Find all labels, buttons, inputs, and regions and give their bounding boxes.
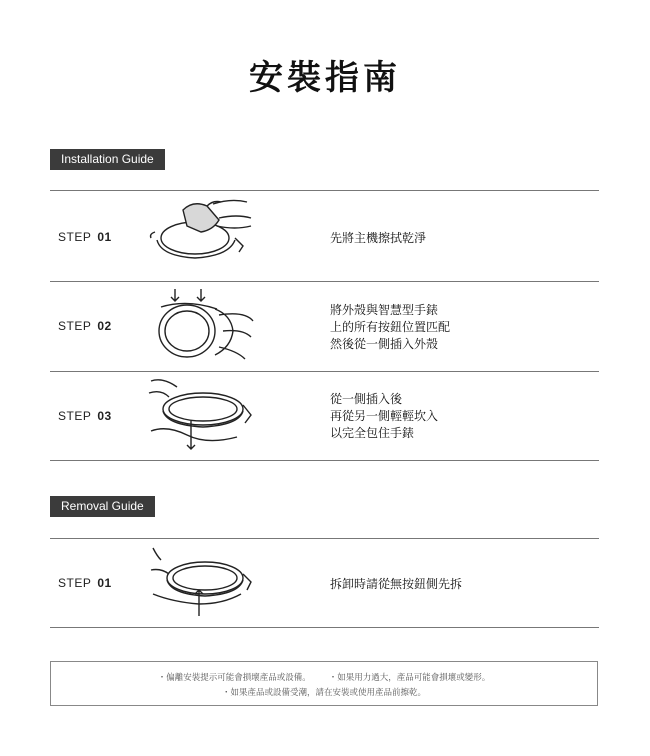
description-line: 從一側插入後 <box>330 392 403 406</box>
description-line: 以完全包住手錶 <box>330 426 415 440</box>
note-line: ・如果產品或設備受潮，請在安裝或使用產品前擦乾。 <box>221 688 426 698</box>
removal-guide-label: Removal Guide <box>50 496 155 517</box>
install-step-3-description <box>330 391 590 442</box>
caution-notes <box>50 661 598 706</box>
divider <box>50 538 599 539</box>
step-word: STEP <box>58 576 92 590</box>
divider <box>50 371 599 372</box>
page-title: 安裝指南 <box>249 58 401 98</box>
note-line: ・如果用力過大，產品可能會損壞或變形。 <box>328 673 491 683</box>
step-word: STEP <box>58 319 92 333</box>
install-step-2-description <box>330 302 590 353</box>
step-number: 01 <box>97 230 112 244</box>
description-line: 將外殼與智慧型手錶 <box>330 303 439 317</box>
divider <box>50 627 599 628</box>
install-step-1-label <box>58 230 112 244</box>
step-number: 02 <box>97 319 112 333</box>
description-line: 然後從一側插入外殼 <box>330 337 439 351</box>
step-number: 03 <box>97 409 112 423</box>
align-case-illustration <box>147 285 257 365</box>
install-step-3-label <box>58 409 112 423</box>
description-line: 拆卸時請從無按鈕側先拆 <box>330 577 463 591</box>
description-line: 再從另一側輕輕坎入 <box>330 409 439 423</box>
divider <box>50 281 599 282</box>
install-step-1-description <box>330 230 590 247</box>
note-line: ・偏離安裝提示可能會損壞產品或設備。 <box>157 673 311 683</box>
description-line: 上的所有按鈕位置匹配 <box>330 320 451 334</box>
remove-case-illustration <box>147 542 257 622</box>
installation-guide-label: Installation Guide <box>50 149 165 170</box>
press-case-illustration <box>147 375 257 455</box>
step-number: 01 <box>97 576 112 590</box>
description-line: 先將主機擦拭乾淨 <box>330 231 427 245</box>
wipe-watch-illustration <box>147 196 257 276</box>
divider <box>50 460 599 461</box>
step-word: STEP <box>58 230 92 244</box>
removal-step-1-label <box>58 576 112 590</box>
divider <box>50 190 599 191</box>
removal-step-1-description <box>330 576 590 593</box>
install-step-2-label <box>58 319 112 333</box>
step-word: STEP <box>58 409 92 423</box>
